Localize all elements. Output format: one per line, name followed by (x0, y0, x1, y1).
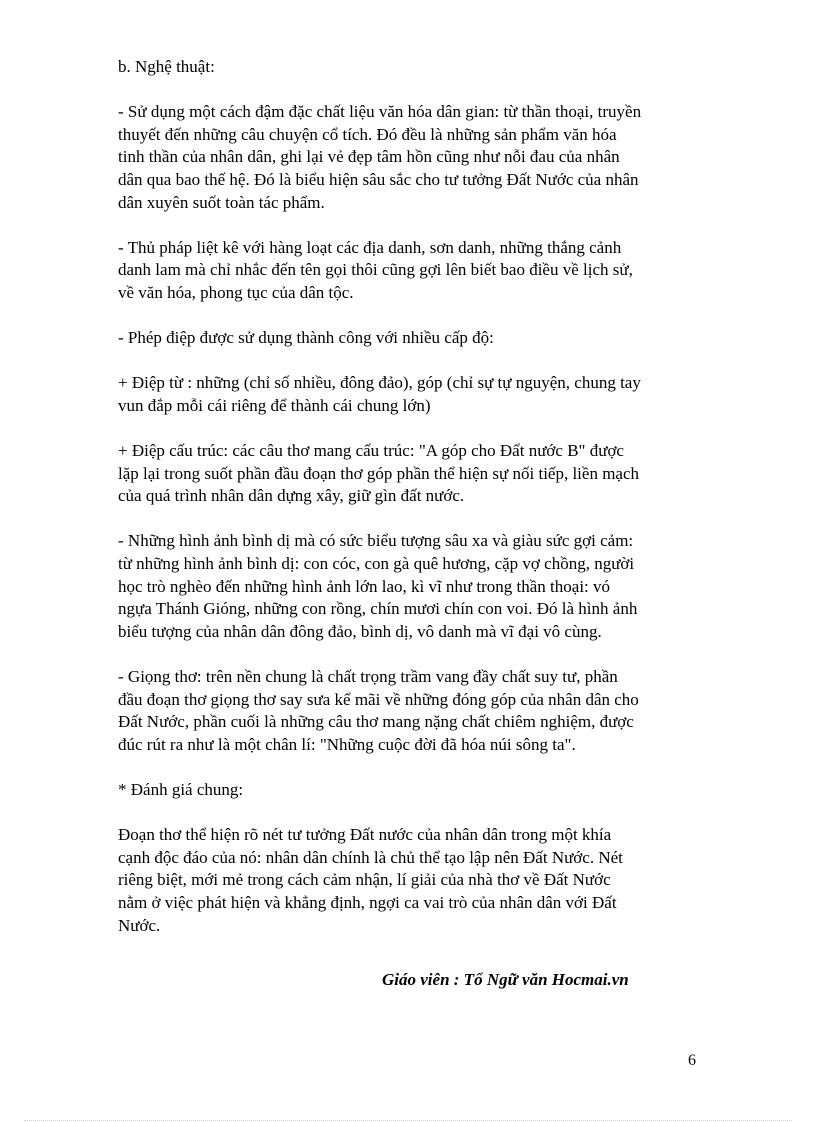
section-heading-evaluation (118, 779, 698, 802)
text-line: + Điệp từ : những (chỉ số nhiều, đông đảo), góp (chỉ sự tự nguyện, chung tay (118, 373, 641, 393)
text-line: Đất Nước, phần cuối là những câu thơ mang nặng chất chiêm nghiệm, được (118, 712, 634, 732)
text-line: - Thủ pháp liệt kê với hàng loạt các địa danh, sơn danh, những thắng cảnh (118, 237, 622, 257)
page-bottom-divider (24, 1120, 792, 1121)
paragraph-images (118, 530, 698, 643)
text-line: của quá trình nhân dân dựng xây, giữ gìn đất nước. (118, 486, 465, 506)
text-line: từ những hình ảnh bình dị: con cóc, con gà quê hương, cặp vợ chồng, người (118, 554, 635, 574)
text-line: riêng biệt, mới mẻ trong cách cảm nhận, lí giải của nhà thơ về Đất Nước (118, 870, 611, 890)
paragraph-enumeration (118, 237, 698, 305)
paragraph-repetition (118, 327, 698, 350)
paragraph-word-repetition (118, 372, 698, 417)
text-line: - Sử dụng một cách đậm đặc chất liệu văn hóa dân gian: từ thần thoại, truyền (118, 102, 642, 122)
author-signature: Giáo viên : Tổ Ngữ văn Hocmai.vn (382, 970, 629, 989)
text-line: tinh thần của nhân dân, ghi lại vẻ đẹp tâm hồn cũng như nỗi đau của nhân (118, 147, 620, 167)
text-line: Nước. (118, 915, 161, 935)
text-line: đầu đoạn thơ giọng thơ say sưa kể mãi về những đóng góp của nhân dân cho (118, 689, 639, 709)
text-line: dân qua bao thế hệ. Đó là biểu hiện sâu sắc cho tư tưởng Đất Nước của nhân (118, 169, 639, 189)
text-line: + Điệp cấu trúc: các câu thơ mang cấu trúc: "A góp cho Đất nước B" được (118, 441, 624, 461)
text-line: lặp lại trong suốt phần đầu đoạn thơ góp phần thể hiện sự nối tiếp, liền mạch (118, 463, 640, 483)
text-line: - Những hình ảnh bình dị mà có sức biểu tượng sâu xa và giàu sức gợi cảm: (118, 531, 634, 551)
text-line: Đoạn thơ thể hiện rõ nét tư tưởng Đất nước của nhân dân trong một khía (118, 825, 612, 845)
text-line: ngựa Thánh Gióng, những con rồng, chín mươi chín con voi. Đó là hình ảnh (118, 599, 638, 619)
section-heading-art (118, 56, 698, 79)
text-line: cạnh độc đáo của nó: nhân dân chính là chủ thể tạo lập nên Đất Nước. Nét (118, 847, 623, 867)
text-line: danh lam mà chỉ nhắc đến tên gọi thôi cũng gợi lên biết bao điều về lịch sử, (118, 260, 633, 280)
document-body (118, 56, 698, 960)
text-line: đúc rút ra như là một chân lí: "Những cuộc đời đã hóa núi sông ta". (118, 734, 576, 754)
text-line: học trò nghèo đến những hình ảnh lớn lao, kì vĩ như trong thần thoại: vó (118, 576, 611, 596)
text-line: vun đắp mỗi cái riêng để thành cái chung lớn) (118, 395, 431, 415)
text-line: về văn hóa, phong tục của dân tộc. (118, 282, 354, 302)
text-line: biểu tượng của nhân dân đông đảo, bình dị, vô danh mà vĩ đại vô cùng. (118, 621, 602, 641)
text-line: * Đánh giá chung: (118, 780, 244, 799)
paragraph-voice (118, 666, 698, 756)
text-line: - Giọng thơ: trên nền chung là chất trọng trầm vang đầy chất suy tư, phần (118, 667, 618, 687)
text-line: thuyết đến những câu chuyện cổ tích. Đó đều là những sản phẩm văn hóa (118, 124, 617, 144)
paragraph-folk-material (118, 101, 698, 214)
text-line: - Phép điệp được sử dụng thành công với nhiều cấp độ: (118, 328, 494, 348)
text-line: dân xuyên suốt toàn tác phẩm. (118, 192, 325, 212)
text-line: nằm ở việc phát hiện và khẳng định, ngợi ca vai trò của nhân dân với Đất (118, 892, 617, 912)
page-number: 6 (688, 1052, 696, 1069)
paragraph-structure-repetition (118, 440, 698, 508)
text-line: b. Nghệ thuật: (118, 57, 215, 76)
paragraph-conclusion (118, 824, 698, 937)
